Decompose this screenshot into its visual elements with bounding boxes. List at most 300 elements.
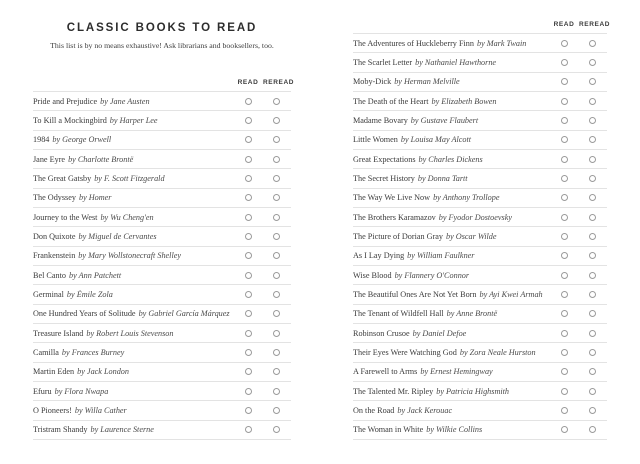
book-row <box>33 189 291 208</box>
read-cell <box>235 291 261 298</box>
book-row <box>33 266 291 285</box>
book-title: The Death of the Heart <box>353 96 429 106</box>
reread-cell <box>579 78 605 85</box>
reread-checkbox-circle-icon[interactable] <box>589 426 596 433</box>
read-cell <box>551 291 577 298</box>
book-entry <box>353 77 551 86</box>
reread-cell <box>579 388 605 395</box>
book-title: Little Women <box>353 135 398 145</box>
book-author: by Patricia Highsmith <box>436 386 510 396</box>
book-row <box>353 266 607 285</box>
reread-checkbox-circle-icon[interactable] <box>589 214 596 221</box>
reread-cell <box>579 136 605 143</box>
read-checkbox-circle-icon[interactable] <box>245 214 252 221</box>
book-title: One Hundred Years of Solitude <box>33 309 136 319</box>
book-author: by Donna Tartt <box>417 173 468 183</box>
book-entry <box>353 406 551 415</box>
read-checkbox-circle-icon[interactable] <box>561 194 568 201</box>
reread-checkbox-circle-icon[interactable] <box>273 349 280 356</box>
read-checkbox-circle-icon[interactable] <box>245 330 252 337</box>
read-checkbox-circle-icon[interactable] <box>245 194 252 201</box>
read-checkbox-circle-icon[interactable] <box>245 407 252 414</box>
reread-cell <box>263 136 289 143</box>
book-row <box>353 208 607 227</box>
reread-checkbox-circle-icon[interactable] <box>589 349 596 356</box>
book-author: by Robert Louis Stevenson <box>86 328 174 338</box>
book-title: Frankenstein <box>33 251 76 261</box>
book-title: To Kill a Mockingbird <box>33 115 107 125</box>
book-author: by Mary Wollstonecraft Shelley <box>78 251 181 261</box>
book-author: by Charlotte Brontë <box>68 154 134 164</box>
book-row <box>33 401 291 420</box>
book-title: The Brothers Karamazov <box>353 212 436 222</box>
book-entry <box>33 193 235 202</box>
reread-checkbox-circle-icon[interactable] <box>589 156 596 163</box>
book-entry <box>33 271 235 280</box>
reread-cell <box>263 98 289 105</box>
reread-cell <box>263 117 289 124</box>
reread-cell <box>579 368 605 375</box>
book-entry <box>353 290 551 299</box>
reread-checkbox-circle-icon[interactable] <box>273 388 280 395</box>
read-checkbox-circle-icon[interactable] <box>561 78 568 85</box>
book-row <box>353 324 607 343</box>
reread-cell <box>263 349 289 356</box>
book-entry <box>33 387 235 396</box>
reread-cell <box>579 310 605 317</box>
read-checkbox-circle-icon[interactable] <box>561 98 568 105</box>
book-entry <box>353 155 551 164</box>
book-author: by Daniel Defoe <box>412 328 467 338</box>
reread-cell <box>263 214 289 221</box>
reread-checkbox-circle-icon[interactable] <box>589 59 596 66</box>
book-row <box>33 208 291 227</box>
read-cell <box>235 330 261 337</box>
read-cell <box>235 136 261 143</box>
reread-checkbox-circle-icon[interactable] <box>273 136 280 143</box>
book-author: by Flannery O'Connor <box>394 270 470 280</box>
book-author: by Louisa May Alcott <box>400 135 472 145</box>
book-author: by Charles Dickens <box>418 154 483 164</box>
read-cell <box>235 426 261 433</box>
reread-cell <box>263 368 289 375</box>
book-title: Journey to the West <box>33 212 98 222</box>
book-row <box>353 421 607 440</box>
book-entry <box>353 97 551 106</box>
book-row <box>33 111 291 130</box>
book-title: Bel Canto <box>33 270 66 280</box>
read-cell <box>551 368 577 375</box>
read-cell <box>235 233 261 240</box>
reread-cell <box>263 330 289 337</box>
book-entry <box>353 232 551 241</box>
masthead <box>33 22 291 51</box>
book-entry <box>33 116 235 125</box>
book-title: Treasure Island <box>33 328 84 338</box>
reread-checkbox-circle-icon[interactable] <box>589 78 596 85</box>
book-author: by F. Scott Fitzgerald <box>94 173 165 183</box>
book-title: O Pioneers! <box>33 405 72 415</box>
book-title: Robinson Crusoe <box>353 328 410 338</box>
book-entry <box>33 155 235 164</box>
read-cell <box>235 272 261 279</box>
read-cell <box>551 175 577 182</box>
reread-checkbox-circle-icon[interactable] <box>589 98 596 105</box>
read-cell <box>551 214 577 221</box>
book-row <box>353 247 607 266</box>
book-row <box>33 305 291 324</box>
book-row <box>33 382 291 401</box>
book-entry <box>353 58 551 67</box>
book-entry <box>353 367 551 376</box>
read-header-label: READ <box>553 21 575 28</box>
book-author: by Homer <box>78 193 112 203</box>
reread-cell <box>579 194 605 201</box>
book-entry <box>33 425 235 434</box>
book-author: by Anthony Trollope <box>433 193 500 203</box>
reread-checkbox-circle-icon[interactable] <box>273 117 280 124</box>
read-cell <box>551 272 577 279</box>
read-checkbox-circle-icon[interactable] <box>245 368 252 375</box>
read-checkbox-circle-icon[interactable] <box>561 175 568 182</box>
book-title: Jane Eyre <box>33 154 66 164</box>
book-entry <box>353 309 551 318</box>
book-author: by Ernest Hemingway <box>420 367 493 377</box>
reread-checkbox-circle-icon[interactable] <box>589 330 596 337</box>
book-title: The Picture of Dorian Gray <box>353 231 444 241</box>
book-entry <box>33 290 235 299</box>
book-row <box>33 92 291 111</box>
book-author: by William Faulkner <box>407 251 475 261</box>
read-cell <box>235 175 261 182</box>
book-author: by Wu Cheng'en <box>100 212 154 222</box>
book-title: Camilla <box>33 347 59 357</box>
read-cell <box>551 407 577 414</box>
book-author: by Elizabeth Bowen <box>431 96 497 106</box>
read-checkbox-circle-icon[interactable] <box>561 59 568 66</box>
read-checkbox-circle-icon[interactable] <box>245 175 252 182</box>
book-row <box>353 111 607 130</box>
reread-cell <box>263 310 289 317</box>
left-book-list <box>33 92 291 440</box>
read-checkbox-circle-icon[interactable] <box>245 426 252 433</box>
book-entry <box>353 251 551 260</box>
read-checkbox-circle-icon[interactable] <box>561 252 568 259</box>
book-title: Efuru <box>33 386 52 396</box>
reread-cell <box>263 291 289 298</box>
read-checkbox-circle-icon[interactable] <box>561 40 568 47</box>
read-checkbox-circle-icon[interactable] <box>245 98 252 105</box>
reread-checkbox-circle-icon[interactable] <box>589 388 596 395</box>
reread-cell <box>579 426 605 433</box>
book-author: by Fyodor Dostoevsky <box>438 212 512 222</box>
book-title: Don Quixote <box>33 231 76 241</box>
reread-checkbox-circle-icon[interactable] <box>589 252 596 259</box>
reread-cell <box>263 194 289 201</box>
read-cell <box>551 98 577 105</box>
book-entry <box>353 135 551 144</box>
right-page <box>320 0 640 464</box>
read-cell <box>551 40 577 47</box>
read-cell <box>551 388 577 395</box>
book-author: by Nathaniel Hawthorne <box>415 57 497 67</box>
book-entry <box>33 309 235 318</box>
reread-checkbox-circle-icon[interactable] <box>589 272 596 279</box>
reread-cell <box>579 156 605 163</box>
book-title: Martin Eden <box>33 367 75 377</box>
book-title: The Secret History <box>353 173 415 183</box>
reread-checkbox-circle-icon[interactable] <box>589 291 596 298</box>
reread-checkbox-circle-icon[interactable] <box>273 98 280 105</box>
read-cell <box>551 233 577 240</box>
read-cell <box>551 194 577 201</box>
book-row <box>33 247 291 266</box>
reread-checkbox-circle-icon[interactable] <box>273 310 280 317</box>
column-header-right <box>353 21 611 34</box>
reread-checkbox-circle-icon[interactable] <box>273 407 280 414</box>
book-title: Moby-Dick <box>353 77 392 87</box>
read-cell <box>551 78 577 85</box>
book-row <box>33 169 291 188</box>
read-checkbox-circle-icon[interactable] <box>561 214 568 221</box>
book-author: by Frances Burney <box>61 347 125 357</box>
book-title: A Farewell to Arms <box>353 367 418 377</box>
reread-cell <box>579 98 605 105</box>
read-cell <box>235 368 261 375</box>
book-row <box>353 150 607 169</box>
reread-checkbox-circle-icon[interactable] <box>589 40 596 47</box>
book-title: 1984 <box>33 135 50 145</box>
reread-checkbox-circle-icon[interactable] <box>273 330 280 337</box>
book-row <box>353 382 607 401</box>
read-checkbox-circle-icon[interactable] <box>561 310 568 317</box>
book-row <box>353 92 607 111</box>
reread-cell <box>579 117 605 124</box>
reread-checkbox-circle-icon[interactable] <box>589 310 596 317</box>
book-row <box>33 421 291 440</box>
book-title: The Tenant of Wildfell Hall <box>353 309 444 319</box>
reread-checkbox-circle-icon[interactable] <box>273 175 280 182</box>
read-checkbox-circle-icon[interactable] <box>245 136 252 143</box>
read-checkbox-circle-icon[interactable] <box>561 426 568 433</box>
book-author: by Ann Patchett <box>68 270 122 280</box>
right-book-list <box>353 34 607 440</box>
book-row <box>353 285 607 304</box>
reread-cell <box>263 156 289 163</box>
book-entry <box>33 135 235 144</box>
book-row <box>33 227 291 246</box>
book-author: by Zora Neale Hurston <box>459 347 536 357</box>
book-row <box>353 169 607 188</box>
reread-checkbox-circle-icon[interactable] <box>273 194 280 201</box>
column-header-left <box>33 79 295 92</box>
book-author: by Wilkie Collins <box>426 425 483 435</box>
book-entry <box>353 39 551 48</box>
book-author: by Anne Brontë <box>446 309 498 319</box>
book-entry <box>353 348 551 357</box>
reread-cell <box>263 272 289 279</box>
book-title: The Beautiful Ones Are Not Yet Born <box>353 289 477 299</box>
book-title: On the Road <box>353 405 395 415</box>
read-cell <box>235 388 261 395</box>
book-row <box>353 131 607 150</box>
book-entry <box>33 367 235 376</box>
read-cell <box>235 214 261 221</box>
reread-cell <box>579 59 605 66</box>
book-title: Their Eyes Were Watching God <box>353 347 457 357</box>
reread-checkbox-circle-icon[interactable] <box>589 136 596 143</box>
book-author: by Willa Cather <box>74 405 127 415</box>
reread-cell <box>263 175 289 182</box>
book-title: The Woman in White <box>353 425 424 435</box>
book-title: The Way We Live Now <box>353 193 431 203</box>
book-title: Madame Bovary <box>353 115 408 125</box>
book-entry <box>33 232 235 241</box>
book-entry <box>33 406 235 415</box>
book-title: Pride and Prejudice <box>33 96 98 106</box>
read-checkbox-circle-icon[interactable] <box>245 388 252 395</box>
read-checkbox-circle-icon[interactable] <box>245 349 252 356</box>
book-row <box>33 343 291 362</box>
read-checkbox-circle-icon[interactable] <box>561 368 568 375</box>
reread-checkbox-circle-icon[interactable] <box>589 194 596 201</box>
read-checkbox-circle-icon[interactable] <box>245 233 252 240</box>
book-row <box>353 343 607 362</box>
book-entry <box>33 251 235 260</box>
read-checkbox-circle-icon[interactable] <box>245 272 252 279</box>
book-row <box>33 150 291 169</box>
read-checkbox-circle-icon[interactable] <box>561 407 568 414</box>
read-cell <box>551 136 577 143</box>
read-checkbox-circle-icon[interactable] <box>245 252 252 259</box>
book-row <box>353 34 607 53</box>
book-author: by Jane Austen <box>100 96 150 106</box>
reread-checkbox-circle-icon[interactable] <box>589 368 596 375</box>
reread-checkbox-circle-icon[interactable] <box>589 117 596 124</box>
read-checkbox-circle-icon[interactable] <box>561 272 568 279</box>
book-title: Great Expectations <box>353 154 416 164</box>
read-header-label: READ <box>237 79 259 86</box>
book-title: As I Lay Dying <box>353 251 405 261</box>
reread-checkbox-circle-icon[interactable] <box>589 233 596 240</box>
read-checkbox-circle-icon[interactable] <box>561 117 568 124</box>
reread-cell <box>579 233 605 240</box>
book-author: by Harper Lee <box>109 115 158 125</box>
reread-cell <box>263 233 289 240</box>
read-cell <box>235 117 261 124</box>
read-checkbox-circle-icon[interactable] <box>561 156 568 163</box>
read-checkbox-circle-icon[interactable] <box>245 291 252 298</box>
book-row <box>353 189 607 208</box>
read-checkbox-circle-icon[interactable] <box>245 310 252 317</box>
read-checkbox-circle-icon[interactable] <box>561 233 568 240</box>
reread-checkbox-circle-icon[interactable] <box>589 175 596 182</box>
book-entry <box>33 97 235 106</box>
book-entry <box>353 116 551 125</box>
book-title: The Great Gatsby <box>33 173 92 183</box>
book-title: The Adventures of Huckleberry Finn <box>353 38 474 48</box>
book-entry <box>353 174 551 183</box>
read-cell <box>235 310 261 317</box>
reread-checkbox-circle-icon[interactable] <box>273 368 280 375</box>
book-row <box>353 53 607 72</box>
reread-cell <box>579 252 605 259</box>
reread-cell <box>579 291 605 298</box>
read-cell <box>551 426 577 433</box>
read-cell <box>235 349 261 356</box>
reread-checkbox-circle-icon[interactable] <box>273 233 280 240</box>
read-cell <box>551 310 577 317</box>
book-entry <box>33 213 235 222</box>
reread-header-label: REREAD <box>263 79 295 86</box>
book-entry <box>353 425 551 434</box>
book-author: by Ayi Kwei Armah <box>479 289 543 299</box>
read-checkbox-circle-icon[interactable] <box>561 291 568 298</box>
read-checkbox-circle-icon[interactable] <box>561 388 568 395</box>
read-cell <box>235 407 261 414</box>
book-entry <box>33 329 235 338</box>
read-cell <box>551 330 577 337</box>
read-checkbox-circle-icon[interactable] <box>245 117 252 124</box>
read-checkbox-circle-icon[interactable] <box>561 330 568 337</box>
reread-checkbox-circle-icon[interactable] <box>589 407 596 414</box>
page-title: CLASSIC BOOKS TO READ <box>66 22 258 34</box>
reread-cell <box>579 175 605 182</box>
reread-checkbox-circle-icon[interactable] <box>273 426 280 433</box>
book-author: by Gabriel García Márquez <box>138 309 230 319</box>
read-checkbox-circle-icon[interactable] <box>561 136 568 143</box>
read-checkbox-circle-icon[interactable] <box>245 156 252 163</box>
reread-cell <box>579 214 605 221</box>
book-author: by Herman Melville <box>394 77 460 87</box>
book-title: The Talented Mr. Ripley <box>353 386 434 396</box>
book-entry <box>353 271 551 280</box>
book-row <box>33 363 291 382</box>
reread-cell <box>263 252 289 259</box>
book-entry <box>353 387 551 396</box>
book-row <box>33 324 291 343</box>
book-title: Tristram Shandy <box>33 425 88 435</box>
book-row <box>353 305 607 324</box>
read-cell <box>551 349 577 356</box>
reread-cell <box>579 40 605 47</box>
reread-checkbox-circle-icon[interactable] <box>273 156 280 163</box>
read-cell <box>235 156 261 163</box>
reread-checkbox-circle-icon[interactable] <box>273 252 280 259</box>
read-cell <box>551 252 577 259</box>
page-subtitle: This list is by no means exhaustive! Ask librarians and booksellers, too. <box>50 41 274 50</box>
book-author: by Flora Nwapa <box>54 386 109 396</box>
reread-checkbox-circle-icon[interactable] <box>273 214 280 221</box>
read-cell <box>551 156 577 163</box>
book-author: by Laurence Sterne <box>90 425 154 435</box>
reread-header-label: REREAD <box>579 21 611 28</box>
read-checkbox-circle-icon[interactable] <box>561 349 568 356</box>
book-row <box>353 227 607 246</box>
book-author: by Jack Kerouac <box>397 405 453 415</box>
reread-cell <box>263 426 289 433</box>
read-cell <box>235 98 261 105</box>
book-author: by Gustave Flaubert <box>410 115 479 125</box>
book-entry <box>33 348 235 357</box>
book-entry <box>33 174 235 183</box>
reread-cell <box>263 388 289 395</box>
reread-cell <box>579 407 605 414</box>
reread-checkbox-circle-icon[interactable] <box>273 272 280 279</box>
book-entry <box>353 329 551 338</box>
reread-checkbox-circle-icon[interactable] <box>273 291 280 298</box>
reread-cell <box>579 349 605 356</box>
